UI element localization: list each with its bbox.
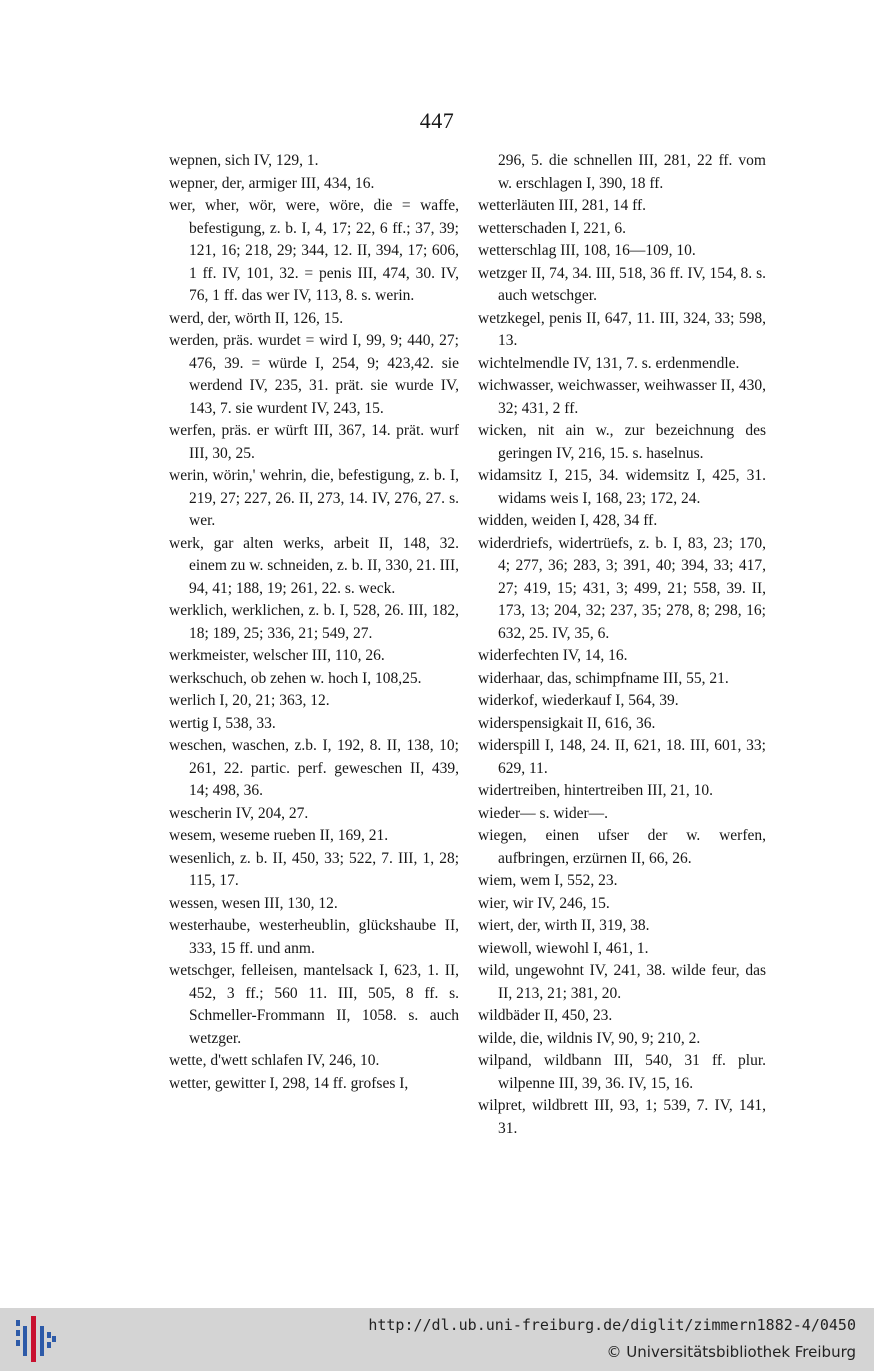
index-entry: widerdriefs, widertrüefs, z. b. I, 83, 23; 170, 4; 277, 36; 283, 3; 391, 40; 394, 33; 417, 27; 419, 15; 431, 3; 499, 21; 558, 39. II, 173, 13; 204, 32; 237, 35; 278, 8; 298, 16; 632, 25. IV, 35, 6. [478, 534, 766, 642]
index-entry: widerspill I, 148, 24. II, 621, 18. III, 601, 33; 629, 11. [478, 737, 766, 777]
index-entry: wesenlich, z. b. II, 450, 33; 522, 7. III, 1, 28; 115, 17. [169, 849, 459, 889]
index-entry: wertig I, 538, 33. [169, 714, 276, 732]
index-entry: wepnen, sich IV, 129, 1. [169, 152, 319, 169]
source-url-link[interactable]: http://dl.ub.uni-freiburg.de/diglit/zimmern1882-4/0450 [368, 1316, 856, 1334]
index-entry: werk, gar alten werks, arbeit II, 148, 32. einem zu w. schneiden, z. b. II, 330, 21. III, 94, 41; 188, 19; 261, 22. s. weck. [169, 534, 459, 597]
index-entry: werden, präs. wurdet = wird I, 99, 9; 440, 27; 476, 39. = würde I, 254, 9; 423,42. sie werdend IV, 235, 31. prät. sie wurde IV, 143, 7. sie wurdent IV, 243, 15. [169, 332, 459, 417]
index-entry: wilpand, wildbann III, 540, 31 ff. plur. wilpenne III, 39, 36. IV, 15, 16. [478, 1052, 766, 1092]
index-entry: wer, wher, wör, were, wöre, die = waffe, befestigung, z. b. I, 4, 17; 22, 6 ff.; 37, 39; 121, 16; 218, 29; 344, 12. II, 394, 17; 606, 1 ff. IV, 101, 32. = penis III, 474, 30. IV, 76, 1 ff. das wer IV, 113, 8. s. werin. [169, 197, 459, 304]
index-entry: wicken, nit ain w., zur bezeichnung des geringen IV, 216, 15. s. haselnus. [478, 422, 766, 462]
index-entry: widerspensigkait II, 616, 36. [478, 714, 656, 732]
index-entry: wier, wir IV, 246, 15. [478, 894, 610, 912]
index-entry: widerhaar, das, schimpfname III, 55, 21. [478, 669, 729, 687]
index-entry: wieder— s. wider—. [478, 804, 608, 822]
index-entry: werlich I, 20, 21; 363, 12. [169, 692, 330, 709]
index-entry: wetzger II, 74, 34. III, 518, 36 ff. IV, 154, 8. s. auch wetschger. [478, 264, 766, 304]
page-number: 447 [419, 108, 455, 133]
index-entry: wiem, wem I, 552, 23. [478, 872, 618, 889]
index-entry: wichtelmendle IV, 131, 7. s. erdenmendle. [478, 354, 740, 372]
index-entry: werklich, werklichen, z. b. I, 528, 26. III, 182, 18; 189, 25; 336, 21; 549, 27. [169, 602, 459, 642]
index-entry: widerfechten IV, 14, 16. [478, 647, 628, 664]
index-entry: werd, der, wörth II, 126, 15. [169, 309, 344, 327]
index-entry: wepner, der, armiger III, 434, 16. [169, 174, 375, 192]
index-entry: werfen, präs. er würft III, 367, 14. prät. wurf III, 30, 25. [169, 422, 459, 462]
index-entry: wetterläuten III, 281, 14 ff. [478, 197, 647, 214]
index-entry-continuation: 296, 5. die schnellen III, 281, 22 ff. vom w. erschlagen I, 390, 18 ff. [498, 152, 766, 192]
index-entry: wessen, wesen III, 130, 12. [169, 894, 338, 912]
index-entry: wilde, die, wildnis IV, 90, 9; 210, 2. [478, 1029, 701, 1047]
index-entry: werin, wörin,' wehrin, die, befestigung, z. b. I, 219, 27; 227, 26. II, 273, 14. IV, 276, 27. s. wer. [169, 467, 459, 529]
index-entry: widerkof, wiederkauf I, 564, 39. [478, 692, 679, 709]
index-entry: widertreiben, hintertreiben III, 21, 10. [478, 782, 713, 799]
index-entry: wiegen, einen ufser der w. werfen, aufbringen, erzürnen II, 66, 26. [478, 827, 766, 867]
index-entry: wichwasser, weichwasser, weihwasser II, 430, 32; 431, 2 ff. [478, 377, 766, 417]
index-entry: wetzkegel, penis II, 647, 11. III, 324, 33; 598, 13. [478, 309, 766, 349]
index-entry: wetterschaden I, 221, 6. [478, 219, 627, 237]
index-entry: werkschuch, ob zehen w. hoch I, 108,25. [169, 669, 422, 687]
index-entry: wette, d'wett schlafen IV, 246, 10. [169, 1052, 380, 1069]
index-entry: widamsitz I, 215, 34. widemsitz I, 425, 31. widams weis I, 168, 23; 172, 24. [478, 467, 766, 507]
index-entry: wescherin IV, 204, 27. [169, 804, 309, 822]
index-entry: wetter, gewitter I, 298, 14 ff. grofses I, [169, 1074, 409, 1092]
index-entry: wild, ungewohnt IV, 241, 38. wilde feur, das II, 213, 21; 381, 20. [478, 962, 766, 1002]
index-column-right [478, 150, 766, 1140]
index-entry: wildbäder II, 450, 23. [478, 1007, 613, 1024]
index-entry: westerhaube, westerheublin, glückshaube II, 333, 15 ff. und anm. [169, 917, 459, 957]
copyright-notice: © Universitätsbibliothek Freiburg [606, 1343, 856, 1361]
index-entry: wetschger, felleisen, mantelsack I, 623, 1. II, 452, 3 ff.; 560 11. III, 505, 8 ff. s. Schmeller-Frommann II, 1058. s. auch wetzger. [169, 962, 459, 1047]
index-entry: wiert, der, wirth II, 319, 38. [478, 917, 650, 934]
index-entry: wesem, weseme rueben II, 169, 21. [169, 827, 389, 844]
index-entry: weschen, waschen, z.b. I, 192, 8. II, 138, 10; 261, 22. partic. perf. geweschen II, 439, 14; 498, 36. [169, 737, 459, 799]
index-entry: wetterschlag III, 108, 16—109, 10. [478, 242, 696, 259]
index-entry: wiewoll, wiewohl I, 461, 1. [478, 939, 649, 957]
index-entry: wilpret, wildbrett III, 93, 1; 539, 7. IV, 141, 31. [478, 1097, 766, 1137]
university-library-logo-icon [14, 1316, 58, 1362]
index-column-left [169, 150, 459, 1095]
index-entry: werkmeister, welscher III, 110, 26. [169, 647, 385, 664]
index-entry: widden, weiden I, 428, 34 ff. [478, 512, 658, 529]
footer-bar [0, 1308, 874, 1371]
